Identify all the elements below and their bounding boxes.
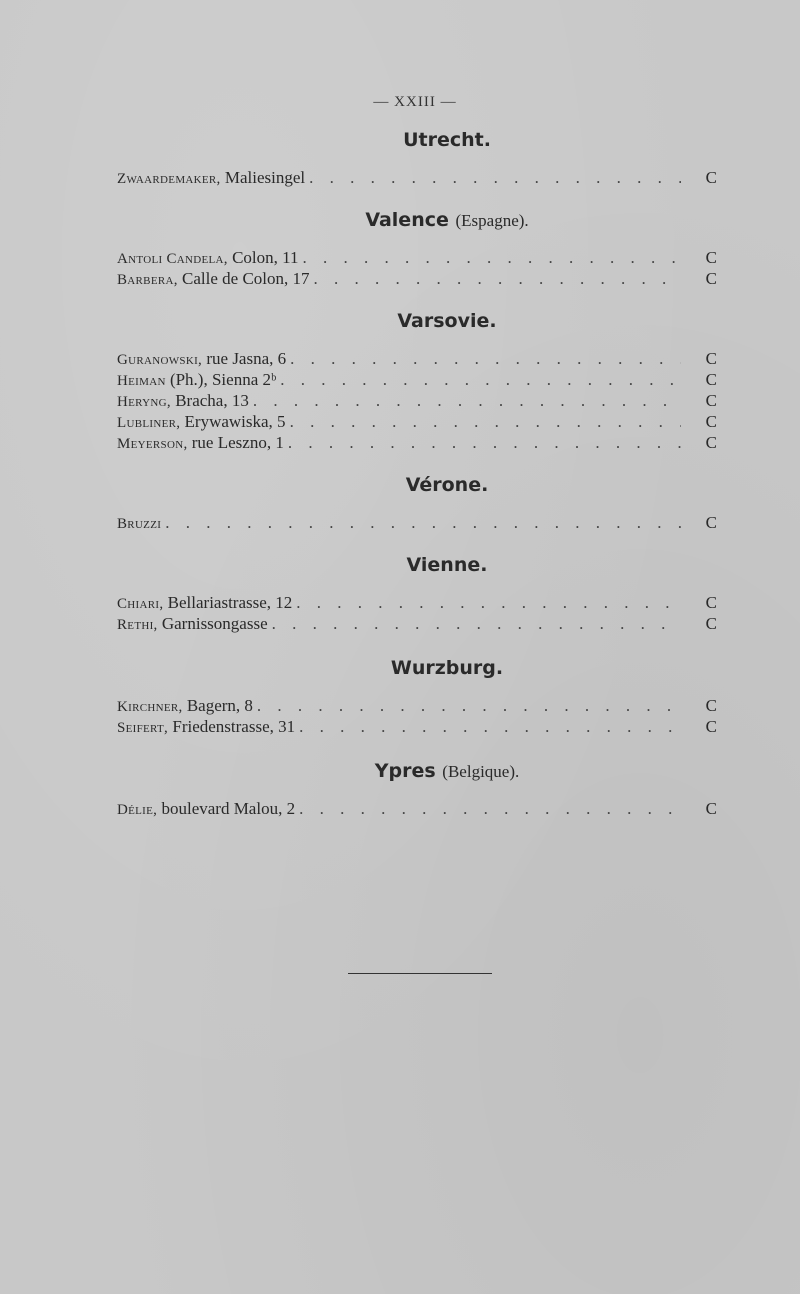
list-item (117, 268, 717, 289)
entry-code: C (705, 248, 717, 267)
section-utrecht (117, 127, 717, 188)
end-rule (348, 973, 492, 974)
section-varsovie (117, 308, 717, 453)
entry-name: Chiari, (117, 596, 164, 612)
city-name: Vienne. (406, 554, 488, 576)
dot-leader (299, 798, 681, 819)
entry-address: Calle de Colon, 17 (177, 269, 310, 288)
entry-code: C (705, 433, 717, 452)
section-wurzburg (117, 655, 717, 737)
list-item (117, 432, 717, 453)
entry-name: Guranowski, (117, 352, 203, 368)
entry-name: Rethi, (117, 617, 158, 633)
entry-code: C (705, 269, 717, 288)
entry-address: Bagern, 8 (182, 696, 253, 715)
list-item (117, 390, 717, 411)
list-item (117, 592, 717, 613)
entry-name: Meyerson, (117, 436, 188, 452)
country-name: (Belgique). (442, 762, 520, 781)
entry-code: C (705, 412, 717, 431)
list-item (117, 411, 717, 432)
entry-name: Barbera, (117, 272, 178, 288)
entry-code: C (705, 513, 717, 532)
page-number: — XXIII — (373, 94, 457, 110)
dot-leader (272, 613, 681, 634)
section-ypres (117, 758, 717, 819)
list-item (117, 695, 717, 716)
entry-address: rue Jasna, 6 (202, 349, 287, 368)
entry-address: rue Leszno, 1 (187, 433, 284, 452)
section-verone (117, 472, 717, 533)
list-item (117, 247, 717, 268)
dot-leader (290, 411, 681, 432)
entry-address: Erywawiska, 5 (180, 412, 286, 431)
entry-code: C (705, 799, 717, 818)
city-heading (117, 207, 717, 233)
city-heading (117, 552, 717, 578)
city-name: Wurzburg. (390, 657, 504, 679)
list-item (117, 512, 717, 533)
dot-leader (299, 716, 681, 737)
city-name: Varsovie. (397, 310, 497, 332)
city-name: Valence (365, 209, 449, 231)
entry-code: C (705, 168, 717, 187)
dot-leader (288, 432, 681, 453)
entry-code: C (705, 391, 717, 410)
entry-name: Lubliner, (117, 415, 181, 431)
entry-address: Maliesingel (220, 168, 306, 187)
entry-address: boulevard Malou, 2 (157, 799, 296, 818)
list-item (117, 798, 717, 819)
dot-leader (257, 695, 681, 716)
dot-leader (280, 369, 681, 390)
entry-name: Kirchner, (117, 699, 183, 715)
list-item (117, 716, 717, 737)
dot-leader (314, 268, 681, 289)
entry-code: C (705, 696, 717, 715)
city-name: Utrecht. (403, 129, 491, 151)
entry-address: Garnissongasse (157, 614, 268, 633)
dot-leader (165, 512, 681, 533)
city-heading (117, 472, 717, 498)
list-item (117, 613, 717, 634)
city-name: Ypres (374, 760, 436, 782)
entry-code: C (705, 614, 717, 633)
city-heading (117, 655, 717, 681)
city-name: Vérone. (405, 474, 489, 496)
list-item (117, 369, 717, 390)
section-valence (117, 207, 717, 289)
entry-code: C (705, 593, 717, 612)
entry-name: Antoli Candela, (117, 251, 228, 267)
city-heading (117, 308, 717, 334)
entry-name: Heiman (117, 373, 166, 389)
list-item (117, 348, 717, 369)
entry-address: (Ph.), Sienna 2ᵇ (165, 370, 277, 389)
dot-leader (296, 592, 681, 613)
entry-name: Zwaardemaker, (117, 171, 221, 187)
entry-code: C (705, 717, 717, 736)
entry-name: Heryng, (117, 394, 171, 410)
city-heading (117, 758, 717, 784)
entry-name: Seifert, (117, 720, 169, 736)
dot-leader (253, 390, 681, 411)
list-item (117, 167, 717, 188)
entry-code: C (705, 370, 717, 389)
entry-address: Friedenstrasse, 31 (168, 717, 296, 736)
section-vienne (117, 552, 717, 634)
entry-name: Délie, (117, 802, 158, 818)
dot-leader (309, 167, 681, 188)
dot-leader (290, 348, 681, 369)
country-name: (Espagne). (455, 211, 529, 230)
entry-address: Colon, 11 (227, 248, 299, 267)
entry-name: Bruzzi (117, 516, 162, 532)
dot-leader (303, 247, 681, 268)
city-heading (117, 127, 717, 153)
entry-address: Bracha, 13 (170, 391, 249, 410)
entry-code: C (705, 349, 717, 368)
entry-address: Bellariastrasse, 12 (163, 593, 293, 612)
